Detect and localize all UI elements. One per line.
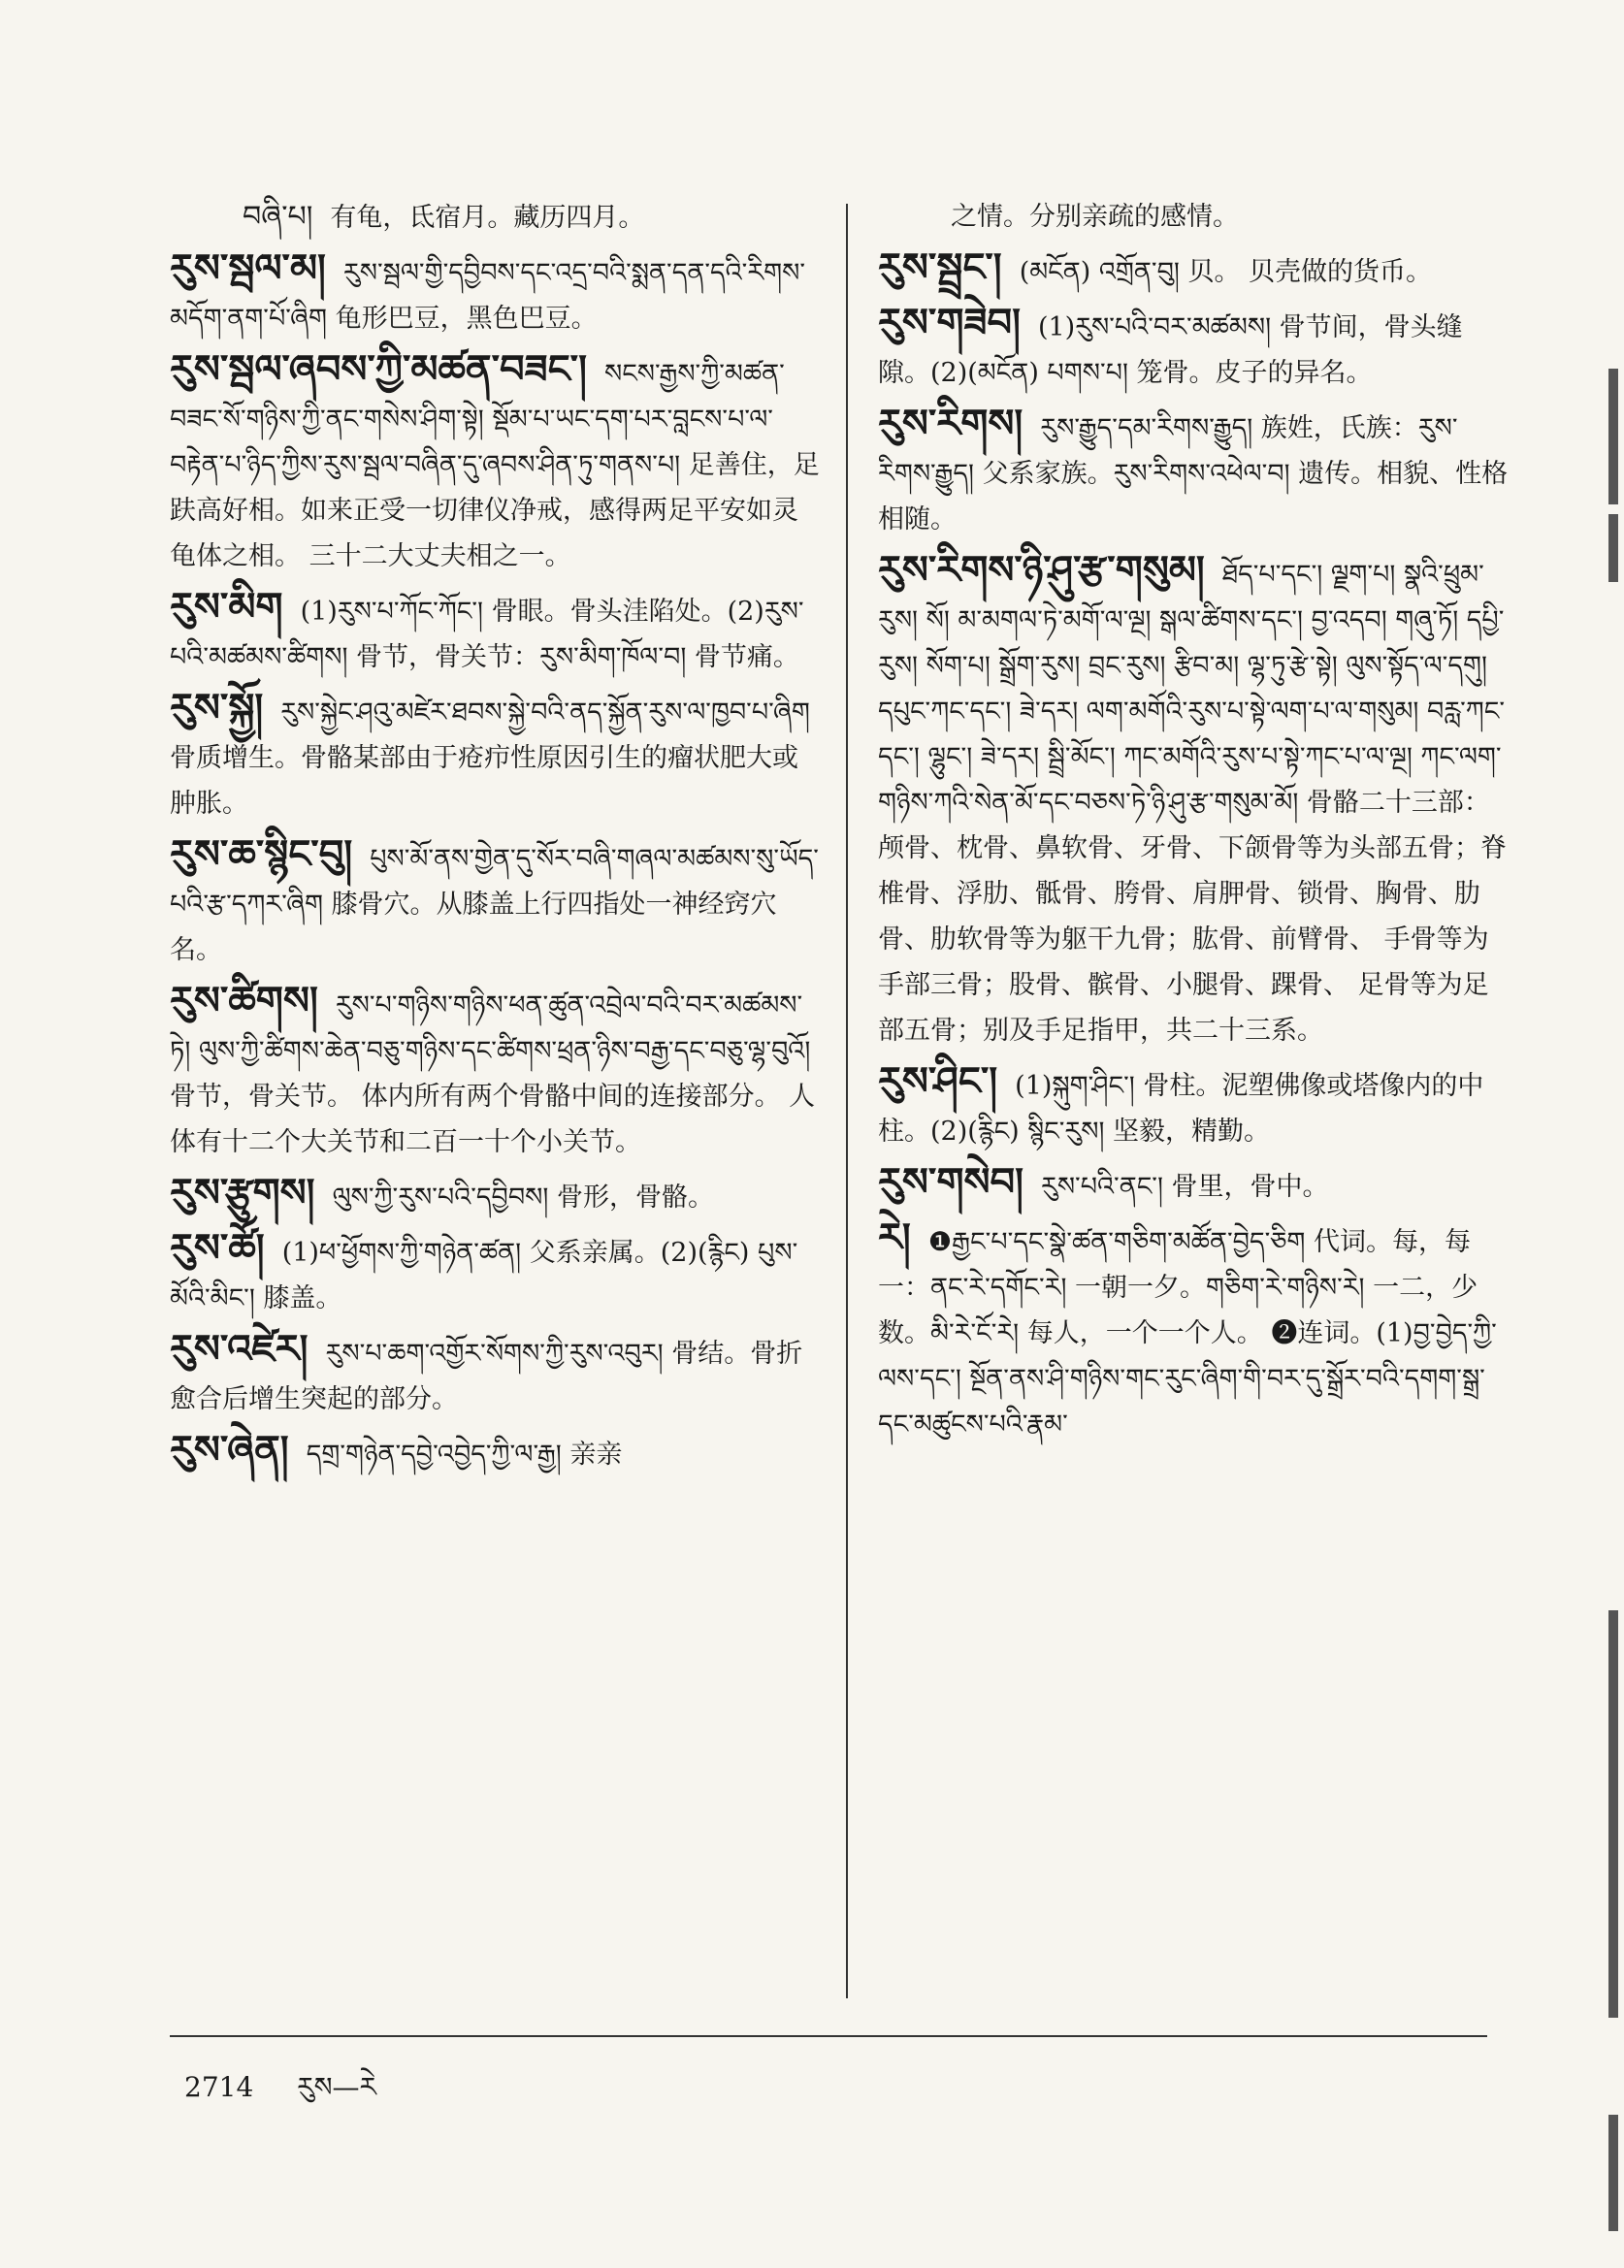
entry-definition: རུས་པ་གཉིས་གཉིས་ཕན་ཚུན་འབྲེལ་བའི་བར་མཚམས་ཏེ། ལུས་ཀྱི་ཚིགས་ཆེན་བཅུ་གཉིས་དང་ཚིགས་ཕྲན་ཉིས་བརྒྱ་དང་བཅུ་ལྷ་བུའོ། 骨节，骨关节。 体内所有两个骨骼中间的连接部分。 人体有十二个大关节和二百一十个小关节。 [170, 990, 816, 1157]
entry-headword: བཞི་པ། [243, 200, 313, 234]
entry-headword: རུས་རྩུགས། [170, 1171, 315, 1215]
entry-headword: རུས་ཤིང་། [878, 1059, 998, 1104]
entry-headword: རུས་སྐྱོ། [170, 686, 264, 730]
dictionary-entry [878, 245, 1509, 295]
entry-headword: རུས་ཚིགས། [170, 979, 318, 1023]
entry-headword: རུས་མིག [170, 585, 283, 630]
footer-rule [170, 2035, 1487, 2037]
entry-headword: རེ། [878, 1215, 911, 1260]
right-column [878, 194, 1509, 1453]
entry-definition: 有龟，氐宿月。藏历四月。 [330, 203, 645, 233]
entry-definition: 之情。分别亲疏的感情。 [951, 202, 1239, 232]
entry-headword: རུས་སྦལ་ཞབས་ཀྱི་མཚན་བཟང་། [170, 347, 587, 392]
entry-definition: (1)རུས་པའི་བར་མཚམས། 骨节间，骨头缝隙。(2)(མངོན) པགས་པ། 笼骨。皮子的异名。 [878, 312, 1463, 388]
dictionary-entry [170, 979, 820, 1165]
dictionary-entry [878, 301, 1509, 396]
entry-definition: པུས་མོ་ནས་གྱེན་དུ་སོར་བཞི་གཞལ་མཚམས་སུ་ཡོད་པའི་རྩ་དཀར་ཞིག 膝骨穴。从膝盖上行四指处一神经窍穴名。 [170, 844, 819, 965]
entry-definition: སངས་རྒྱས་ཀྱི་མཚན་བཟང་སོ་གཉིས་ཀྱི་ནང་གསེས་ཤིག་སྟེ། སྡོམ་པ་ཡང་དག་པར་བླངས་པ་ལ་བརྟེན་པ་ཉིད་ཀྱིས་རུས་སྦལ་བཞིན་དུ་ཞབས་ཤིན་ཏུ་གནས་པ། 足善住，足趺高好相。如来正受一切律仪净戒，感得两足平安如灵龟体之相。 三十二大丈夫相之一。 [170, 359, 820, 571]
entry-headword: རུས་གསེབ། [878, 1160, 1023, 1205]
page-footer [184, 2057, 376, 2133]
dictionary-entry [878, 1215, 1509, 1447]
entry-headword: རུས་ཞེན། [170, 1428, 289, 1473]
dictionary-entry-continued [951, 194, 1509, 240]
dictionary-entry [878, 1059, 1509, 1154]
entry-definition: རུས་པ་ཆག་འགྱོར་སོགས་ཀྱི་རུས་འབུར། 骨结。骨折愈合后增生突起的部分。 [170, 1339, 803, 1414]
entry-headword: རུས་སྦྲང་། [878, 245, 1002, 290]
dictionary-entry [170, 1428, 820, 1477]
entry-headword: རུས་ཚོ། [170, 1226, 265, 1271]
dictionary-entry [878, 548, 1509, 1053]
entry-headword: རུས་སྦལ་མ། [170, 246, 326, 291]
entry-definition: ❶རྒྱང་པ་དང་སྣེ་ཚན་གཅིག་མཚོན་བྱེད་ཅིག 代词。每，每一：ནང་རེ་དགོང་རེ། 一朝一夕。གཅིག་རེ་གཉིས་རེ། 一二，少数。མི་རེ་ངོ་རེ། 每人，一个一个人。 ❷连词。(1)བྱ་བྱེད་ཀྱི་ལས་དང་། སྔོན་ནས་ཤི་གཉིས་གང་རུང་ཞིག་གི་བར་དུ་སྒྲོར་བའི་དགག་སྒྲ་དང་མཚུངས་པའི་རྣམ་ [878, 1227, 1497, 1440]
entry-headword: རུས་ཆ་སྙིང་བུ། [170, 832, 353, 877]
dictionary-entry [878, 1160, 1509, 1210]
dictionary-entry [878, 402, 1509, 542]
column-divider [846, 204, 848, 1998]
entry-range: རུས—རེ [297, 2071, 376, 2103]
entry-headword: རུས་གཟེབ། [878, 301, 1021, 345]
entry-definition: དགྲ་གཉེན་དབྱེ་འབྱེད་ཀྱི་ལ་རྒྱ། 亲亲 [306, 1440, 623, 1470]
scan-edge-marks [1599, 369, 1624, 2260]
entry-definition: རུས་སྐྱེང་ཤའུ་མཛེར་ཐབས་སྐྱེ་བའི་ནད་སྐྱོན་རུས་ལ་ཁྱབ་པ་ཞིག 骨质增生。骨骼某部由于疮疖性原因引生的瘤状肥大或肿胀。 [170, 697, 810, 819]
entry-definition: རུས་རྒྱུད་དམ་རིགས་རྒྱུད། 族姓，氏族：རུས་རིགས་རྒྱུད། 父系家族。རུས་རིགས་འཕེལ་བ། 遗传。相貌、性格相随。 [878, 413, 1509, 535]
dictionary-entry [170, 1327, 820, 1422]
dictionary-entry [170, 585, 820, 680]
dictionary-entry [170, 246, 820, 341]
entry-definition: རུས་སྦལ་གྱི་དབྱིབས་དང་འདྲ་བའི་སྨན་དན་དའི་རིགས་མདོག་ནག་པོ་ཞིག 龟形巴豆，黑色巴豆。 [170, 258, 806, 334]
entry-definition: རུས་པའི་ནང་། 骨里，骨中。 [1041, 1172, 1329, 1202]
entry-headword: རུས་རིགས་ཉི་ཤུ་རྩ་གསུམ། [878, 548, 1205, 593]
entry-definition: (མངོན) འགྲོན་བུ། 贝。 贝壳做的货币。 [1019, 257, 1433, 287]
entry-headword: རུས་རིགས། [878, 402, 1023, 446]
entry-definition: ཐོད་པ་དང་། ལྗག་པ། སྣའི་ཕྲུམ་རུས། སོ། མ་མགལ་ཏེ་མགོ་ལ་ལྔ། སྒལ་ཚིགས་དང་། བྱ་འདབ། གཞུ་ཏོ། དཔྱི་རུས། སོག་པ། སྒྲོག་རུས། བྲང་རུས། རྩིབ་མ། ལྷ་ཏུ་རྩེ་སྟེ། ལུས་སྟོད་ལ་དགུ། དཔུང་ཀང་དང་། ཟེ་དར། ལག་མགོའི་རུས་པ་སྟེ་ལག་པ་ལ་གསུམ། བརླ་ཀང་དང་། ལྷུང་། ཟེ་དར། སྦྲི་མོང་། ཀང་མགོའི་རུས་པ་སྟེ་ཀང་པ་ལ་ལྔ། ཀང་ལག་གཉིས་ཀའི་སེན་མོ་དང་བཅས་ཏེ་ཉི་ཤུ་རྩ་གསུམ་མོ། 骨骼二十三部：颅骨、枕骨、鼻软骨、牙骨、下颌骨等为头部五骨；脊椎骨、浮肋、骶骨、胯骨、肩胛骨、锁骨、胸骨、肋骨、肋软骨等为躯干九骨；肱骨、前臂骨、 手骨等为手部三骨；股骨、髌骨、小腿骨、踝骨、 足骨等为足部五骨；别及手足指甲，共二十三系。 [878, 560, 1507, 1046]
dictionary-entry [243, 194, 820, 241]
page-number: 2714 [184, 2071, 254, 2103]
dictionary-entry [170, 1171, 820, 1220]
entry-headword: རུས་འཛེར། [170, 1327, 309, 1372]
entry-definition: (1)རུས་པ་ཀོང་ཀོང་། 骨眼。骨头洼陷处。(2)རུས་པའི་མཚམས་ཚིགས། 骨节，骨关节：རུས་མིག་ཁོལ་བ། 骨节痛。 [170, 597, 804, 672]
dictionary-entry [170, 832, 820, 973]
dictionary-entry [170, 686, 820, 826]
dictionary-entry [170, 347, 820, 579]
left-column [170, 194, 820, 1483]
entry-definition: ལུས་ཀྱི་རུས་པའི་དབྱིབས། 骨形，骨骼。 [332, 1183, 714, 1213]
entry-definition: (1)ཕ་ཕྱོགས་ཀྱི་གཉེན་ཚན། 父系亲属。(2)(རྙིང) པུས་མོའི་མིང་། 膝盖。 [170, 1238, 798, 1313]
dictionary-entry [170, 1226, 820, 1321]
entry-definition: (1)སྐུག་ཤིང་། 骨柱。泥塑佛像或塔像内的中柱。(2)(རྙིང) སྙིང་རུས། 坚毅，精勤。 [878, 1071, 1484, 1147]
